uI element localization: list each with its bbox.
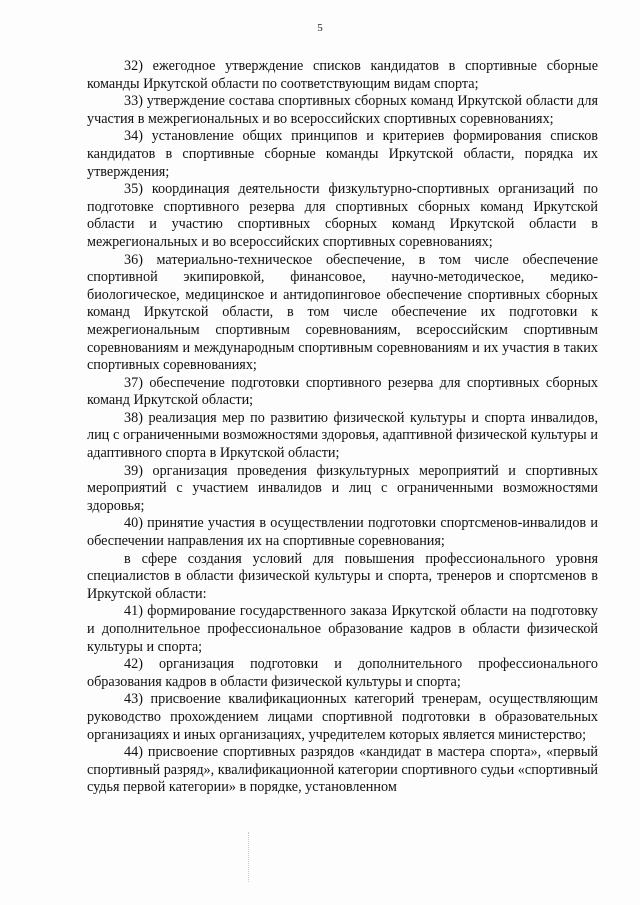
paragraph-38: 38) реализация мер по развитию физической культуры и спорта инвалидов, лиц с ограниченными возможностями здоровья, адаптивной физической культуры и адаптивного спорта в Иркутской области; [87,409,598,462]
paragraph-37: 37) обеспечение подготовки спортивного резерва для спортивных сборных команд Иркутской области; [87,374,598,409]
paragraph-40: 40) принятие участия в осуществлении подготовки спортсменов-инвалидов и обеспечении направления их на спортивные соревнования; [87,515,598,550]
paragraph-39: 39) организация проведения физкультурных мероприятий и спортивных мероприятий с участием инвалидов и лиц с ограниченными возможностями здоровья; [87,462,598,514]
paragraph-32: 32) ежегодное утверждение списков кандидатов в спортивные сборные команды Иркутской области по соответствующим видам спорта; [87,58,598,92]
page-number: 5 [317,22,323,34]
paragraph-41: 41) формирование государственного заказа Иркутской области на подготовку и дополнительное профессиональное образование кадров в области физической культуры и спорта; [87,603,598,655]
document-body [87,58,598,797]
paragraph-36: 36) материально-техническое обеспечение, в том числе обеспечение спортивной экипировкой, финансовое, научно-методическое, медико-биологическое, медицинское и антидопинговое обеспечение спортивных сборных команд Иркутской области, в том числе обеспечение их подготовки к межрегиональным спортивным соревнованиям, всероссийским спортивным соревнованиям и международным спортивным соревнованиям и их участия в таких спортивных соревнованиях; [87,251,598,374]
paragraph-44: 44) присвоение спортивных разрядов «кандидат в мастера спорта», «первый спортивный разряд», квалификационной категории спортивного судьи «спортивный судья первой категории» в порядке, установленном [87,744,598,796]
paragraph-33: 33) утверждение состава спортивных сборных команд Иркутской области для участия в межрегиональных и во всероссийских спортивных соревнованиях; [87,93,598,127]
section-intro-paragraph: в сфере создания условий для повышения профессионального уровня специалистов в области физической культуры и спорта, тренеров и спортсменов в Иркутской области: [87,550,598,602]
paragraph-42: 42) организация подготовки и дополнительного профессионального образования кадров в области физической культуры и спорта; [87,656,598,690]
scan-artifact-line [248,832,250,882]
paragraph-34: 34) установление общих принципов и критериев формирования списков кандидатов в спортивные сборные команды Иркутской области, порядка их утверждения; [87,128,598,180]
paragraph-43: 43) присвоение квалификационных категорий тренерам, осуществляющим руководство прохождением лицами спортивной подготовки в образовательных организациях и иных организациях, учредителем которых является министерство; [87,691,598,743]
paragraph-35: 35) координация деятельности физкультурно-спортивных организаций по подготовке спортивного резерва для спортивных сборных команд Иркутской области и участию спортивных сборных команд Иркутской области в межрегиональных и во всероссийских спортивных соревнованиях; [87,181,598,250]
